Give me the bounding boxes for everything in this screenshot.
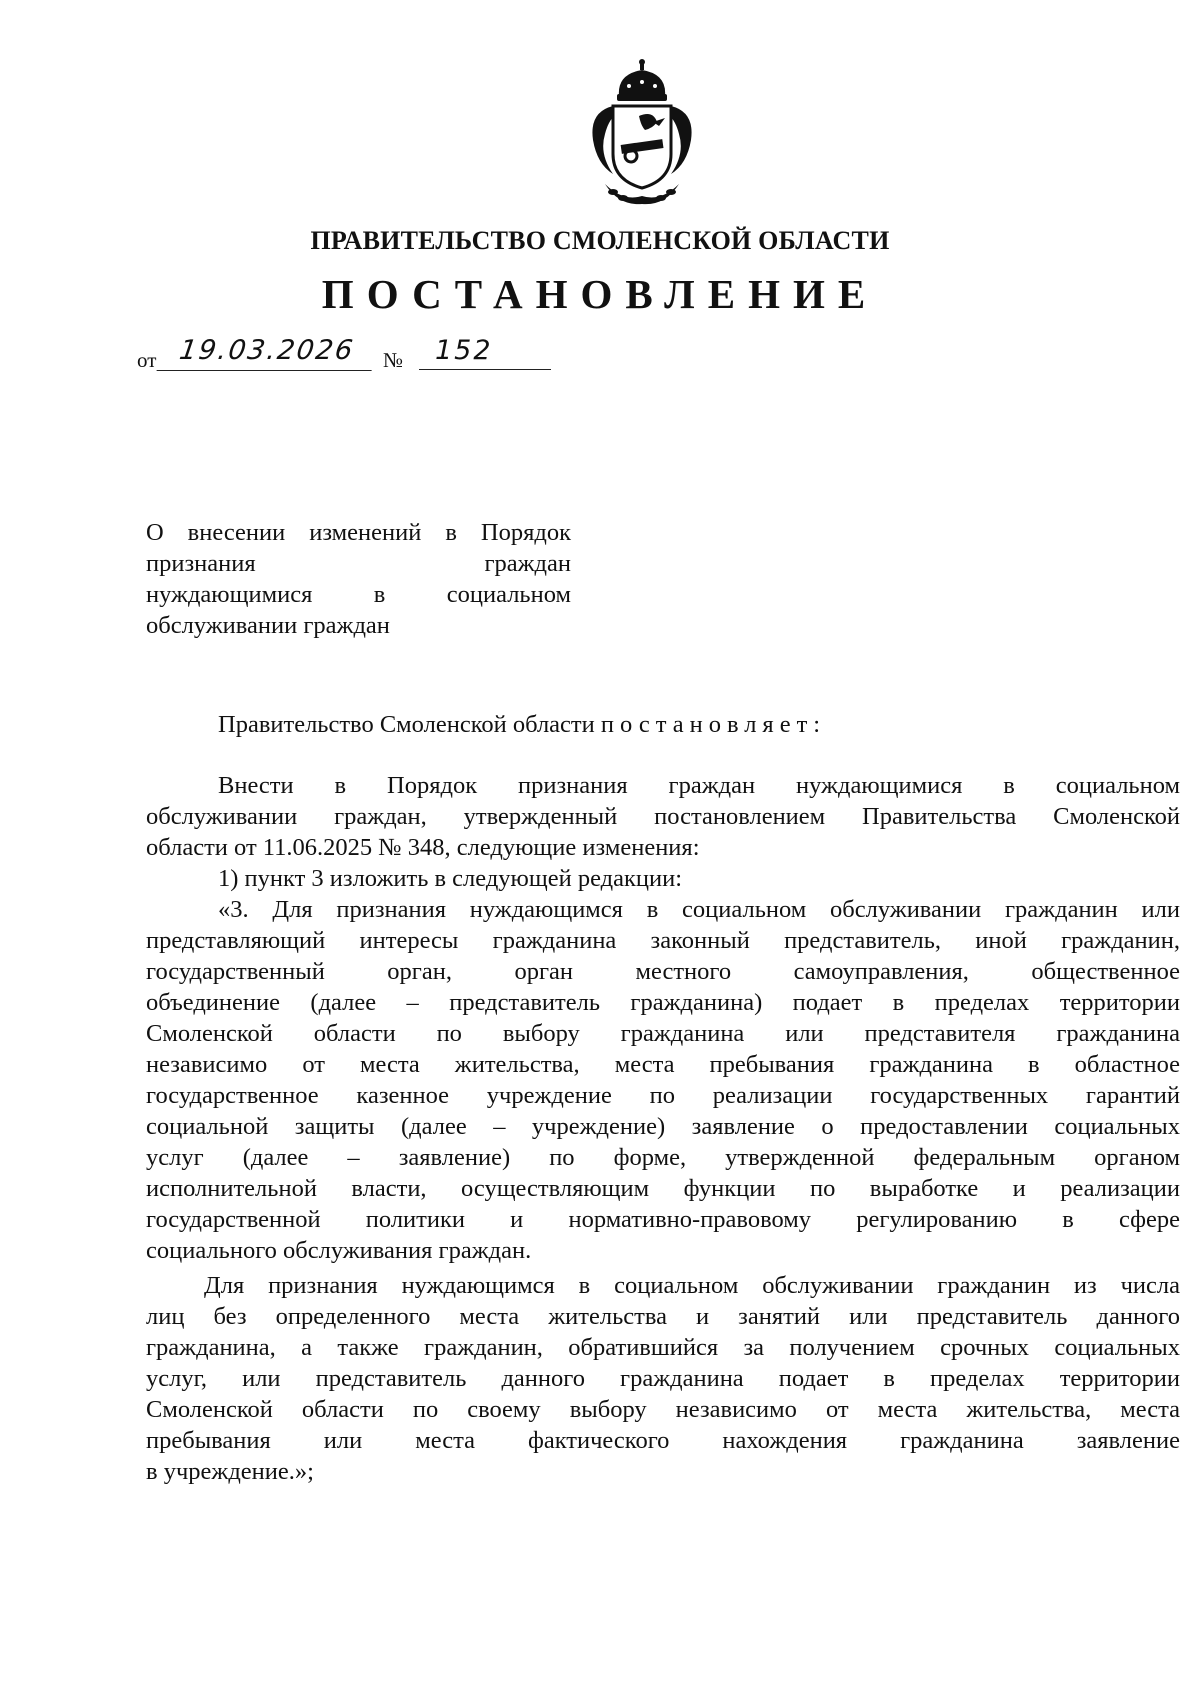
body-line: услуг (далее – заявление) по форме, утвержденной федеральным органом (146, 1144, 1180, 1171)
document-date: 19.03.2026 (157, 336, 377, 371)
body-line: Смоленской области по выбору гражданина или представителя гражданина (146, 1020, 1180, 1047)
body-line: независимо от места жительства, места пребывания гражданина в областное (146, 1051, 1180, 1078)
preamble-text: Правительство Смоленской области (218, 711, 601, 738)
document-type-title: ПОСТАНОВЛЕНИЕ (321, 271, 879, 317)
coat-of-arms-icon (583, 56, 701, 206)
document-subject (146, 517, 571, 641)
preamble (218, 711, 826, 739)
subject-line: обслуживании граждан (146, 612, 390, 639)
body-line: государственное казенное учреждение по реализации государственных гарантий (146, 1082, 1180, 1109)
body-line: социального обслуживания граждан. (146, 1237, 532, 1264)
subject-line: О внесении изменений в Порядок (146, 519, 571, 546)
date-prefix: от (137, 348, 157, 372)
body-line: государственный орган, орган местного самоуправления, общественное (146, 958, 1180, 985)
body-line: обслуживании граждан, утвержденный постановлением Правительства Смоленской (146, 803, 1180, 830)
subject-line: признания граждан (146, 550, 571, 577)
body-line: Смоленской области по своему выбору независимо от места жительства, места (146, 1396, 1180, 1423)
body-item: 1) пункт 3 изложить в следующей редакции: (218, 865, 683, 892)
preamble-action: постановляет: (600, 711, 827, 738)
body-line: объединение (далее – представитель гражданина) подает в пределах территории (146, 989, 1180, 1016)
body-line: социальной защиты (далее – учреждение) заявление о предоставлении социальных (146, 1113, 1180, 1140)
document-number: 152 (419, 336, 551, 370)
body-line: исполнительной власти, осуществляющим функции по выработке и реализации (146, 1175, 1180, 1202)
body-line: услуг, или представитель данного гражданина подает в пределах территории (146, 1365, 1180, 1392)
document-body (146, 770, 1180, 1487)
body-line: Внести в Порядок признания граждан нуждающимися в социальном (218, 772, 1180, 799)
body-line: гражданина, а также гражданин, обратившийся за получением срочных социальных (146, 1334, 1180, 1361)
subject-line: нуждающимися в социальном (146, 581, 571, 608)
government-title: ПРАВИТЕЛЬСТВО СМОЛЕНСКОЙ ОБЛАСТИ (310, 226, 890, 255)
body-line: государственной политики и нормативно-правовому регулированию в сфере (146, 1206, 1180, 1233)
body-line: в учреждение.»; (146, 1458, 314, 1485)
body-line: представляющий интересы гражданина законный представитель, иной гражданин, (146, 927, 1180, 954)
body-line: Для признания нуждающимся в социальном обслуживании гражданин из числа (204, 1272, 1180, 1299)
body-line: пребывания или места фактического нахождения гражданина заявление (146, 1427, 1180, 1454)
date-number-line (137, 336, 577, 376)
number-prefix: № (383, 348, 404, 372)
body-line: «3. Для признания нуждающимся в социальном обслуживании гражданин или (218, 896, 1180, 923)
body-line: области от 11.06.2025 № 348, следующие изменения: (146, 834, 700, 861)
body-line: лиц без определенного места жительства и занятий или представитель данного (146, 1303, 1180, 1330)
